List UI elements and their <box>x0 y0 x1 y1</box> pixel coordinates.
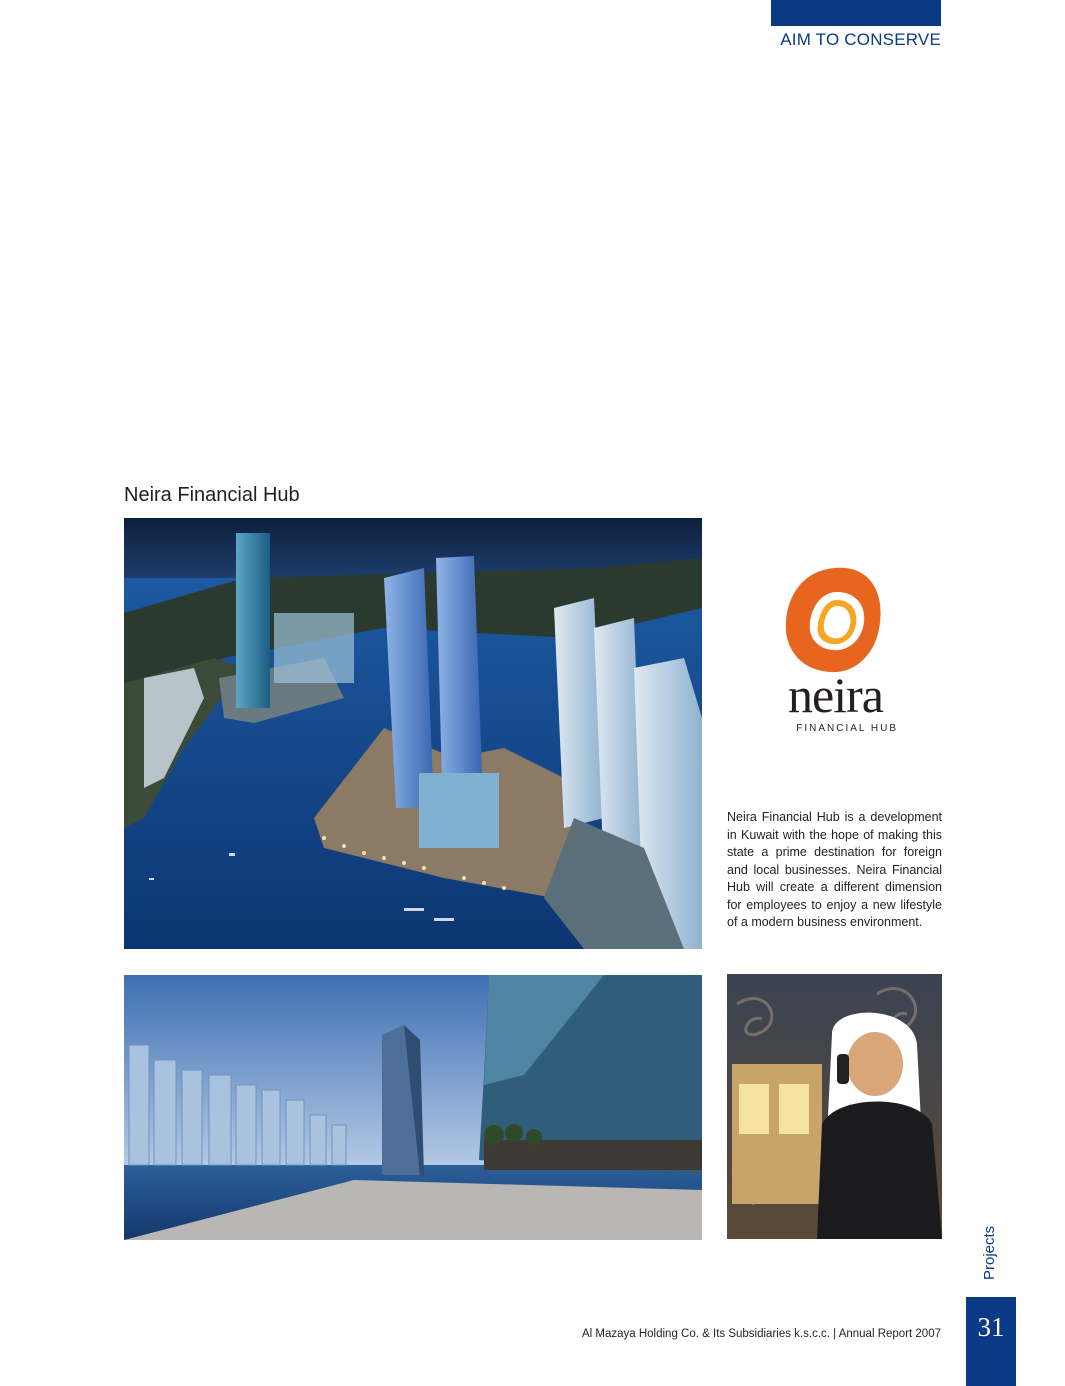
header-title: AIM TO CONSERVE <box>780 30 941 49</box>
section-title: Neira Financial Hub <box>124 484 300 506</box>
boy-on-phone-image <box>727 974 942 1239</box>
waterfront-skyline-image <box>124 975 702 1240</box>
section-tab-label: Projects <box>981 1225 998 1280</box>
project-description: Neira Financial Hub is a development in Kuwait with the hope of making this state a prime destination for foreign and local businesses. Neira Financial Hub will create a different dimension for employees to enjoy a new lifestyle of a modern business environment. <box>727 810 942 929</box>
logo-tagline: FINANCIAL HUB <box>796 723 898 734</box>
footer-text: Al Mazaya Holding Co. & Its Subsidiaries k.s.c.c. | Annual Report 2007 <box>581 1328 941 1340</box>
header-color-bar <box>771 0 941 26</box>
logo-wordmark: neira <box>788 667 883 723</box>
aerial-rendering-image <box>124 518 702 949</box>
page-number: 31 <box>977 1312 1005 1342</box>
